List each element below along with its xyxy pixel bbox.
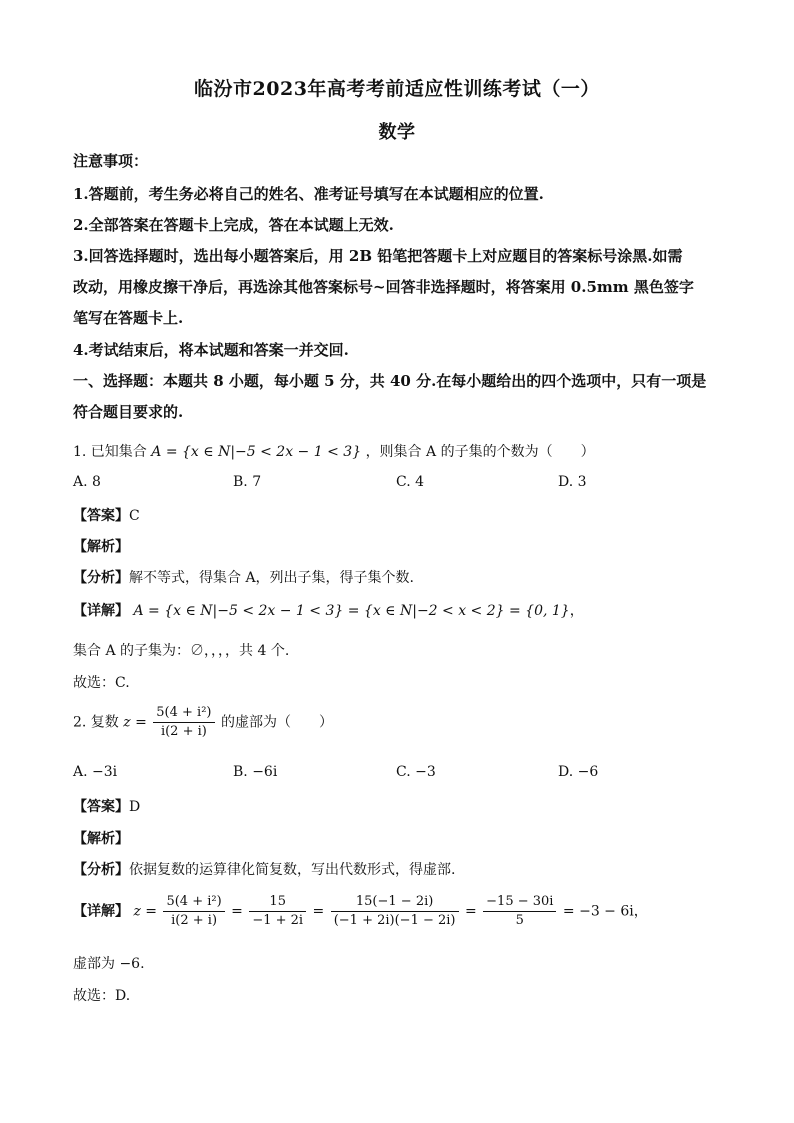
q1-subsets: 集合 A 的子集为：∅，，，，共 4 个. xyxy=(73,643,290,659)
q2-fenxi xyxy=(73,859,455,879)
q1-conclusion: 故选：C. xyxy=(73,675,130,691)
notice-item-3-line-3: 笔写在答题卡上. xyxy=(73,309,184,327)
q1-prefix: 1. 已知集合 xyxy=(73,444,147,460)
q2-imaginary-part: 虚部为 −6. xyxy=(73,956,145,972)
q2-step-4 xyxy=(483,893,556,930)
q2-fenxi-label: 【分析】 xyxy=(73,862,129,878)
q1-mid: ，则集合 xyxy=(365,444,422,460)
q2-xiangjie xyxy=(73,893,648,930)
subject-title: 数学 xyxy=(378,122,416,143)
q2-fraction-denominator: i(2 + i) xyxy=(160,724,207,739)
q2-fenxi-text: 依据复数的运算律化简复数，写出代数形式，得虚部. xyxy=(129,862,456,878)
q1-option-a: A. 8 xyxy=(73,474,101,490)
q2-step-4-denominator: 5 xyxy=(515,913,524,928)
notice-item-2: 2.全部答案在答题卡上完成，答在本试题上无效. xyxy=(73,216,394,234)
q2-xiangjie-label: 【详解】 xyxy=(73,903,129,920)
q1-set-definition: A = {x ∈ N|−5 < 2x − 1 < 3} xyxy=(151,444,362,460)
q1-xiangjie-end: ， xyxy=(569,603,584,619)
q2-equals-2: = xyxy=(312,903,325,920)
q2-equals-1: = xyxy=(231,903,243,920)
q2-option-b: B. −6i xyxy=(233,764,278,780)
q2-answer-value: D xyxy=(129,799,141,815)
q2-stem xyxy=(73,704,333,741)
q2-step-3 xyxy=(331,893,459,930)
q1-xiangjie xyxy=(73,600,584,620)
q2-answer xyxy=(73,796,140,816)
q1-xiangjie-math: A = {x ∈ N|−5 < 2x − 1 < 3} = {x ∈ N|−2 < x < 2} = {0, 1} xyxy=(133,603,570,619)
q1-set-name: A xyxy=(426,444,437,460)
q2-step-3-numerator: 15(−1 − 2i) xyxy=(331,893,459,912)
q2-answer-label: 【答案】 xyxy=(73,799,129,815)
q2-fraction-numerator: 5(4 + i²) xyxy=(153,704,214,723)
q2-step-1-numerator: 5(4 + i²) xyxy=(163,893,224,912)
q1-suffix: 的子集的个数为（ ） xyxy=(440,444,595,460)
notice-item-4: 4.考试结束后，将本试题和答案一并交回. xyxy=(73,341,349,359)
q1-answer xyxy=(73,505,140,525)
q2-option-a: A. −3i xyxy=(73,764,118,780)
q2-step-1 xyxy=(163,893,224,930)
q2-step-2-numerator: 15 xyxy=(249,893,306,912)
q1-answer-value: C xyxy=(129,508,140,524)
notice-item-3-line-1: 3.回答选择题时，选出每小题答案后，用 2B 铅笔把答题卡上对应题目的答案标号涂黑.如需 xyxy=(73,247,683,265)
q2-analysis-label: 【解析】 xyxy=(73,831,129,847)
exam-title: 临汾市2023年高考考前适应性训练考试（一） xyxy=(194,78,600,100)
q2-result: = −3 − 6i xyxy=(562,903,634,920)
q1-analysis-label: 【解析】 xyxy=(73,539,129,555)
section-1-line-1: 一、选择题：本题共 8 小题，每小题 5 分，共 40 分.在每小题给出的四个选项中，只有一项是 xyxy=(73,372,707,390)
q2-option-c: C. −3 xyxy=(396,764,436,780)
notice-item-3-line-2: 改动，用橡皮擦干净后，再选涂其他答案标号~回答非选择题时，将答案用 0.5mm 黑色签字 xyxy=(73,278,694,296)
q2-z-symbol: z = xyxy=(133,903,158,920)
q2-step-2-denominator: −1 + 2i xyxy=(252,913,304,928)
q1-stem xyxy=(73,441,595,461)
q2-xiangjie-end: ， xyxy=(633,903,648,920)
q2-equals-3: = xyxy=(464,903,477,920)
q1-fenxi-label: 【分析】 xyxy=(73,570,129,586)
q1-answer-label: 【答案】 xyxy=(73,508,129,524)
notice-item-1: 1.答题前，考生务必将自己的姓名、准考证号填写在本试题相应的位置. xyxy=(73,185,544,203)
q2-prefix: 2. 复数 xyxy=(73,714,119,731)
q1-option-c: C. 4 xyxy=(396,474,425,490)
q2-z-lhs: z = xyxy=(123,714,147,731)
q2-conclusion: 故选：D. xyxy=(73,988,131,1004)
section-1-line-2: 符合题目要求的. xyxy=(73,403,184,421)
q1-option-d: D. 3 xyxy=(558,474,587,490)
q2-step-3-denominator: (−1 + 2i)(−1 − 2i) xyxy=(333,913,456,928)
q2-step-2 xyxy=(249,893,306,930)
q2-option-d: D. −6 xyxy=(558,764,599,780)
q2-suffix: 的虚部为（ ） xyxy=(220,714,333,731)
notice-heading: 注意事项： xyxy=(73,152,149,170)
q1-xiangjie-label: 【详解】 xyxy=(73,603,129,619)
q1-fenxi-text: 解不等式，得集合 A，列出子集，得子集个数. xyxy=(129,570,415,586)
q1-fenxi xyxy=(73,567,414,587)
q2-step-4-numerator: −15 − 30i xyxy=(483,893,556,912)
q2-fraction xyxy=(153,704,214,741)
q1-option-b: B. 7 xyxy=(233,474,262,490)
q2-step-1-denominator: i(2 + i) xyxy=(171,913,218,928)
